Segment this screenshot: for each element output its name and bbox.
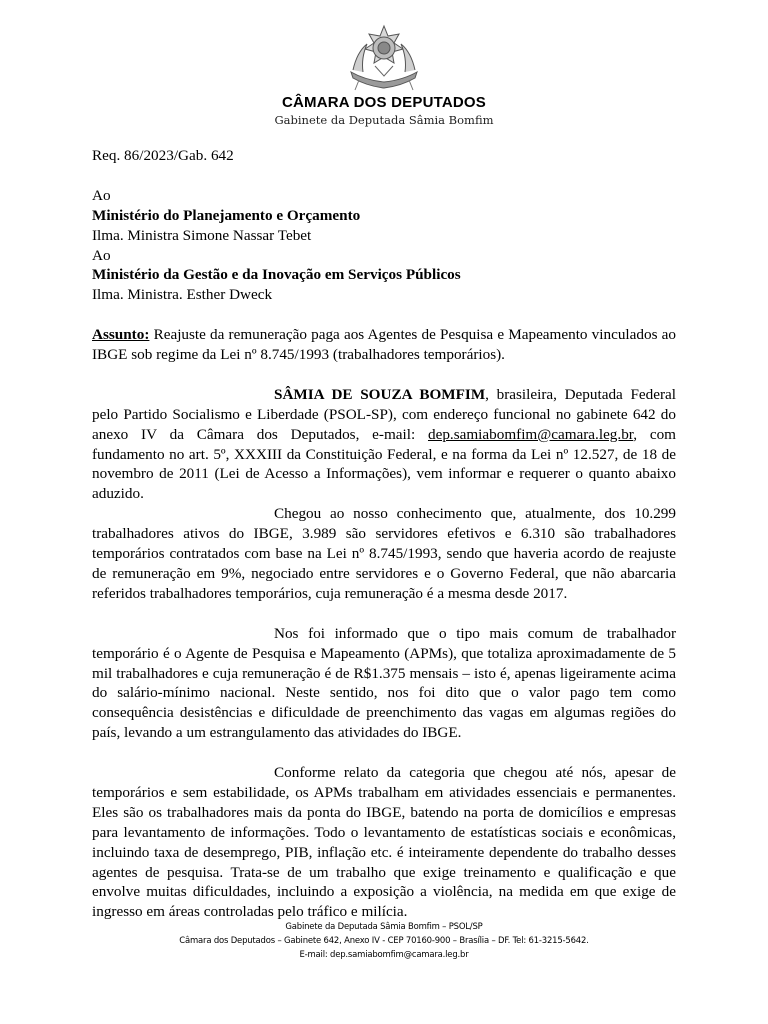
recipient-ao-2: Ao bbox=[92, 246, 111, 264]
recipient-minister-2: Ilma. Ministra. Esther Dweck bbox=[92, 286, 273, 304]
subject-label: Assunto: bbox=[92, 326, 150, 344]
paragraph-intro: SÂMIA DE SOUZA BOMFIM, brasileira, Deputada Federal pelo Partido Socialismo e Liberdade (PSOL-SP), com endereço funcional no gabinete 642 do anexo IV da Câmara dos Deputados, e-mail: dep.samiabomfim@camara.leg.br, com fundamento no art. 5º, XXXIII da Constituição Federal, e na forma da Lei nº 12.527, de 18 de novembro de 2011 (Lei de Acesso a Informações), vem informar e requerer o quanto abaixo aduzido. bbox=[92, 385, 676, 503]
subject-text: Reajuste da remuneração paga aos Agentes de Pesquisa e Mapeamento vinculados ao IBGE sob regime da Lei nº 8.745/1993 (trabalhadores temporários). bbox=[92, 326, 676, 364]
recipient-minister-1: Ilma. Ministra Simone Nassar Tebet bbox=[92, 226, 312, 244]
recipient-ministry-2: Ministério da Gestão e da Inovação em Serviços Públicos bbox=[92, 266, 461, 284]
email-link[interactable]: dep.samiabomfim@camara.leg.br bbox=[427, 425, 634, 443]
request-reference: Req. 86/2023/Gab. 642 bbox=[92, 147, 234, 164]
recipient-ao-1: Ao bbox=[92, 186, 111, 204]
footer-email: E-mail: dep.samiabomfim@camara.leg.br bbox=[299, 949, 469, 960]
paragraph-4: Conforme relato da categoria que chegou até nós, apesar de temporários e sem estabilidade, os APMs trabalham em atividades essenciais e permanentes. Eles são os trabalhadores mais da ponta do IBGE, batendo na porta de domicílios e empresas para levantamento de informações. Todo o levantamento de estatísticas sociais e econômicas, incluindo taxa de desemprego, PIB, inflação etc. é inteiramente dependente do trabalho desses agentes de pesquisa. Trata-se de um trabalho que exige treinamento e qualificação e que envolve muitas dificuldades, incluindo a exposição a violência, na medida em que exige de ingresso em áreas controladas pelo tráfico e milícia. bbox=[92, 764, 676, 921]
recipient-ministry-1: Ministério do Planejamento e Orçamento bbox=[92, 206, 361, 224]
paragraph-2: Chegou ao nosso conhecimento que, atualmente, dos 10.299 trabalhadores ativos do IBGE, 3.989 são servidores efetivos e 6.310 são trabalhadores temporários contratados com base na Lei nº 8.745/1993, sendo que haveria acordo de reajuste de remuneração em 9%, negociado entre servidores e o Governo Federal, que não abarcaria referidos trabalhadores temporários, cuja remuneração é a mesma desde 2017. bbox=[92, 505, 676, 602]
chamber-title: CÂMARA DOS DEPUTADOS bbox=[281, 94, 486, 111]
letter-body bbox=[92, 146, 676, 922]
footer-address: Câmara dos Deputados – Gabinete 642, Anexo IV - CEP 70160-900 – Brasília – DF. Tel: 61-3215-5642. bbox=[179, 935, 589, 946]
subject-paragraph bbox=[92, 325, 676, 365]
paragraph-3: Nos foi informado que o tipo mais comum de trabalhador temporário é o Agente de Pesquisa e Mapeamento (APMs), que totaliza aproximadamente de 5 mil trabalhadores e cuja remuneração é de R$1.375 mensais – isto é, apenas ligeiramente acima do salário-mínimo nacional. Neste sentido, nos foi dito que o valor pago tem como consequência desistências e dificuldade de preenchimento das vagas em algumas regiões do país, levando a um estrangulamento das atividades do IBGE. bbox=[92, 624, 676, 742]
footer-office: Gabinete da Deputada Sâmia Bomfim – PSOL/SP bbox=[285, 921, 483, 932]
office-subtitle: Gabinete da Deputada Sâmia Bomfim bbox=[274, 113, 494, 127]
deputy-name: SÂMIA DE SOUZA BOMFIM bbox=[274, 385, 486, 403]
coat-of-arms-icon bbox=[345, 22, 423, 94]
